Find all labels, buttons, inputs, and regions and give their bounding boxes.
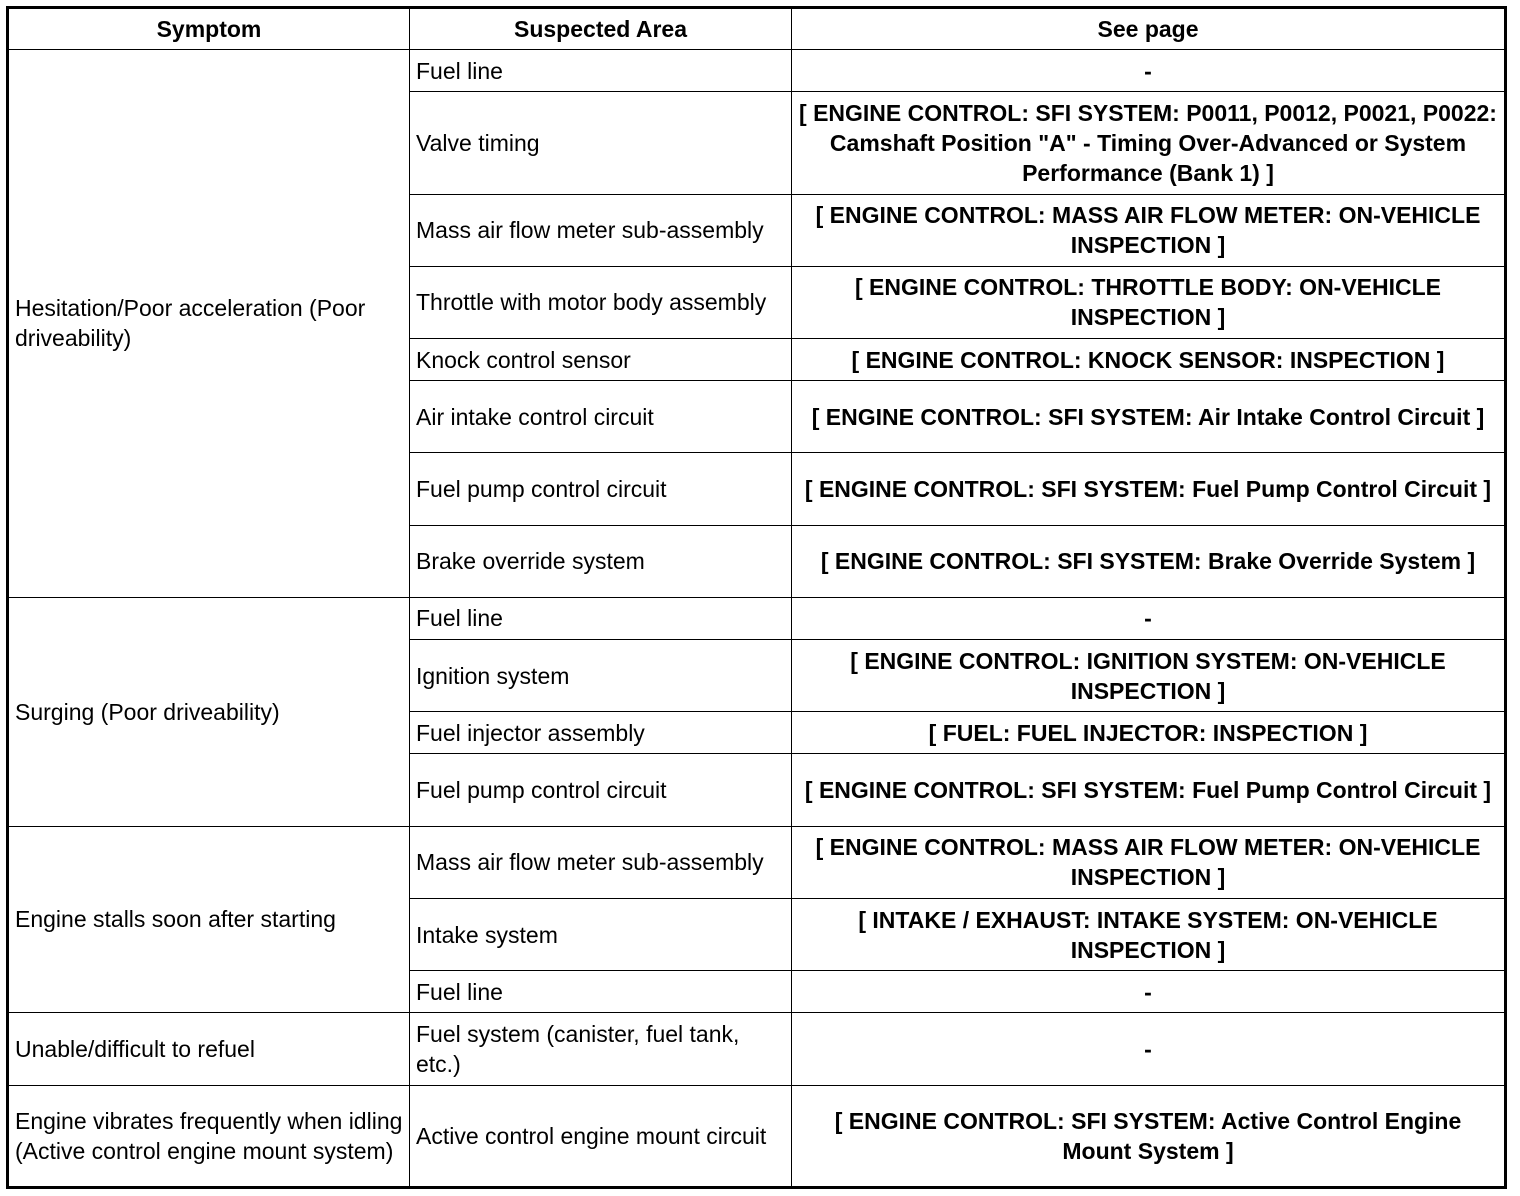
symptom-cell: Hesitation/Poor acceleration (Poor driveability) bbox=[8, 50, 410, 598]
see-page-cell: [ ENGINE CONTROL: KNOCK SENSOR: INSPECTION ] bbox=[792, 339, 1506, 381]
suspected-area-cell: Brake override system bbox=[410, 525, 792, 597]
see-page-cell: - bbox=[792, 597, 1506, 639]
suspected-area-cell: Throttle with motor body assembly bbox=[410, 266, 792, 338]
suspected-area-cell: Mass air flow meter sub-assembly bbox=[410, 194, 792, 266]
see-page-cell: [ ENGINE CONTROL: SFI SYSTEM: Fuel Pump Control Circuit ] bbox=[792, 754, 1506, 826]
symptom-cell: Engine vibrates frequently when idling (Active control engine mount system) bbox=[8, 1085, 410, 1187]
table-row bbox=[8, 1013, 1506, 1085]
diagnosis-table bbox=[6, 6, 1507, 1189]
table-row bbox=[8, 50, 1506, 92]
suspected-area-cell: Fuel injector assembly bbox=[410, 712, 792, 754]
see-page-cell: [ FUEL: FUEL INJECTOR: INSPECTION ] bbox=[792, 712, 1506, 754]
see-page-cell: - bbox=[792, 1013, 1506, 1085]
symptom-cell: Unable/difficult to refuel bbox=[8, 1013, 410, 1085]
see-page-cell: [ ENGINE CONTROL: THROTTLE BODY: ON-VEHICLE INSPECTION ] bbox=[792, 266, 1506, 338]
header-see-page: See page bbox=[792, 8, 1506, 50]
see-page-cell: [ ENGINE CONTROL: SFI SYSTEM: Air Intake Control Circuit ] bbox=[792, 381, 1506, 453]
see-page-cell: - bbox=[792, 50, 1506, 92]
suspected-area-cell: Fuel system (canister, fuel tank, etc.) bbox=[410, 1013, 792, 1085]
suspected-area-cell: Fuel pump control circuit bbox=[410, 754, 792, 826]
header-suspected-area: Suspected Area bbox=[410, 8, 792, 50]
see-page-cell: [ ENGINE CONTROL: IGNITION SYSTEM: ON-VEHICLE INSPECTION ] bbox=[792, 640, 1506, 712]
see-page-cell: [ ENGINE CONTROL: MASS AIR FLOW METER: ON-VEHICLE INSPECTION ] bbox=[792, 194, 1506, 266]
see-page-cell: [ ENGINE CONTROL: SFI SYSTEM: Active Control Engine Mount System ] bbox=[792, 1085, 1506, 1187]
table-row bbox=[8, 597, 1506, 639]
suspected-area-cell: Ignition system bbox=[410, 640, 792, 712]
suspected-area-cell: Fuel line bbox=[410, 597, 792, 639]
see-page-cell: [ ENGINE CONTROL: SFI SYSTEM: Fuel Pump Control Circuit ] bbox=[792, 453, 1506, 525]
suspected-area-cell: Knock control sensor bbox=[410, 339, 792, 381]
see-page-cell: [ ENGINE CONTROL: SFI SYSTEM: P0011, P0012, P0021, P0022: Camshaft Position "A" - Timing Over-Advanced or System Performance (Bank 1) ] bbox=[792, 92, 1506, 194]
table-row bbox=[8, 1085, 1506, 1187]
header-symptom: Symptom bbox=[8, 8, 410, 50]
suspected-area-cell: Fuel line bbox=[410, 50, 792, 92]
suspected-area-cell: Active control engine mount circuit bbox=[410, 1085, 792, 1187]
see-page-cell: - bbox=[792, 971, 1506, 1013]
symptom-cell: Engine stalls soon after starting bbox=[8, 826, 410, 1013]
see-page-cell: [ INTAKE / EXHAUST: INTAKE SYSTEM: ON-VEHICLE INSPECTION ] bbox=[792, 898, 1506, 970]
suspected-area-cell: Fuel pump control circuit bbox=[410, 453, 792, 525]
suspected-area-cell: Fuel line bbox=[410, 971, 792, 1013]
suspected-area-cell: Air intake control circuit bbox=[410, 381, 792, 453]
see-page-cell: [ ENGINE CONTROL: SFI SYSTEM: Brake Override System ] bbox=[792, 525, 1506, 597]
suspected-area-cell: Intake system bbox=[410, 898, 792, 970]
suspected-area-cell: Mass air flow meter sub-assembly bbox=[410, 826, 792, 898]
see-page-cell: [ ENGINE CONTROL: MASS AIR FLOW METER: ON-VEHICLE INSPECTION ] bbox=[792, 826, 1506, 898]
table-row bbox=[8, 826, 1506, 898]
header-row bbox=[8, 8, 1506, 50]
symptom-cell: Surging (Poor driveability) bbox=[8, 597, 410, 826]
suspected-area-cell: Valve timing bbox=[410, 92, 792, 194]
